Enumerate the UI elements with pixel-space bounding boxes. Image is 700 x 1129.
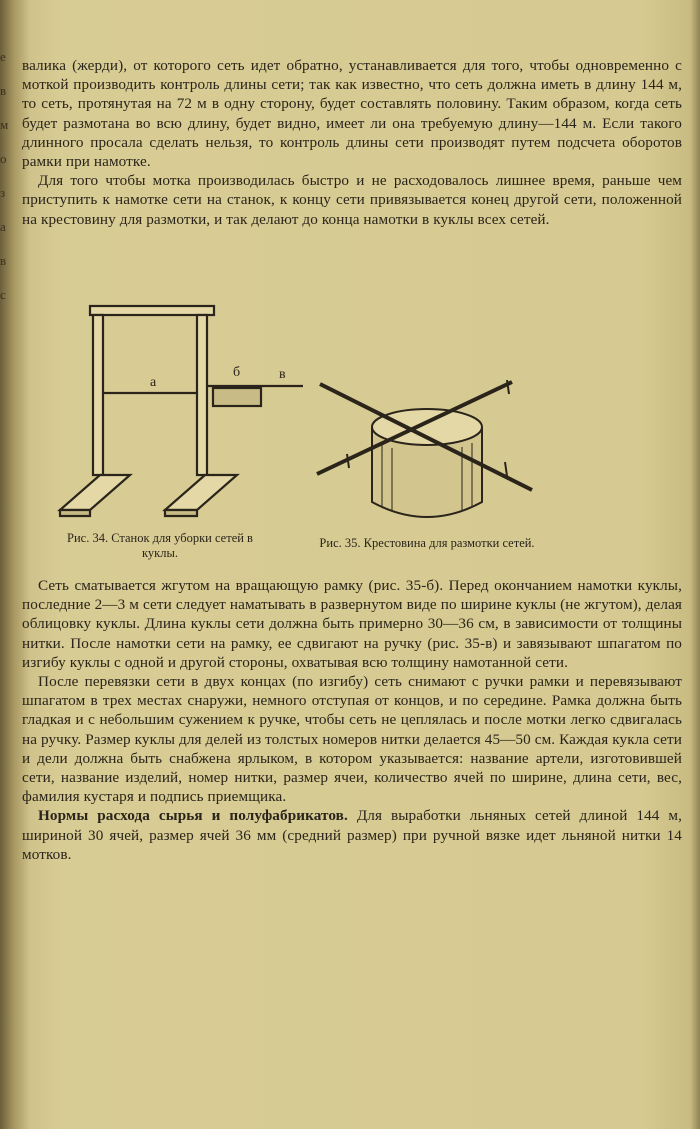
figure-35-drawing: [312, 372, 552, 532]
text-block-bottom: [22, 576, 682, 864]
gutter-edge: е в м о з а в с: [0, 49, 9, 302]
fig34-label-b: б: [233, 365, 241, 380]
figure-34-drawing: [55, 300, 315, 525]
norms-paragraph: [22, 806, 682, 864]
fig34-label-a: а: [150, 375, 157, 390]
paragraph: Для того чтобы мотка производилась быстро и не расходовалось лишнее время, раньше чем приступить к намотке сети на станок, к концу сети привязывается конец другой сети, положенной на крестовину для размотки, и так делают до конца намотки в куклы всех сетей.: [22, 172, 682, 228]
paragraph: Сеть сматывается жгутом на вращающую рамку (рис. 35-б). Перед окончанием намотки куклы, последние 2—3 м сети следует наматывать в развернутом виде по ширине куклы (не жгутом), делая облицовку куклы. Длина куклы сети должна быть примерно 30—36 см, в зависимости от толщины нитки. После намотки сети на рамку, ее сдвигают на ручку (рис. 35-в) и завязывают шпагатом по изгибу куклы с одной и другой стороны, охватывая всю толщину намотанной сети.: [22, 577, 682, 671]
fig34-label-v: в: [279, 367, 286, 382]
norms-heading: Нормы расхода сырья и полуфабрикатов.: [38, 807, 348, 825]
paragraph: валика (жерди), от которого сеть идет обратно, устанавливается для того, чтобы одновременно с моткой производить контроль длины сети; так как известно, что сеть должна иметь в длину 144 м, то сеть, протянутая на 72 м в одну сторону, будет составлять половину. Таким образом, когда сеть будет размотана во всю длину, будет видно, имеет ли она требуемую длину—144 м. Если такого длинного просала сделать нельзя, то контроль длины сети производят путем подсчета оборотов рамки при намотке.: [22, 57, 682, 171]
figure-35-caption: Рис. 35. Крестовина для размотки сетей.: [319, 536, 535, 550]
paragraph: После перевязки сети в двух концах (по изгибу) сеть снимают с ручки рамки и перевязывают шпагатом в трех местах снаружи, немного отступая от концов, и по середине. Рамка должна быть гладкая и с небольшим сужением к ручке, чтобы сеть не цеплялась и после мотки легко сдвигалась на ручку. Размер куклы для делей из толстых номеров нитки делается 45—50 см. Каждая кукла сети и дели должна быть снабжена ярлыком, в котором указывается: название артели, изготовившей сети, название изделий, номер нитки, размер ячеи, количество ячей по ширине, длина сети, вес, фамилия кустаря и подпись приемщика.: [22, 673, 682, 806]
norms-text: Для выработки льняных сетей длиной 144 м, шириной 30 ячей, размер ячей 36 мм (средний размер) при ручной вязке идет льняной нитки 14 мотков.: [22, 807, 682, 863]
figure-34-caption: Рис. 34. Станок для уборки сетей в куклы.: [67, 531, 253, 560]
text-block-top: [22, 56, 682, 229]
